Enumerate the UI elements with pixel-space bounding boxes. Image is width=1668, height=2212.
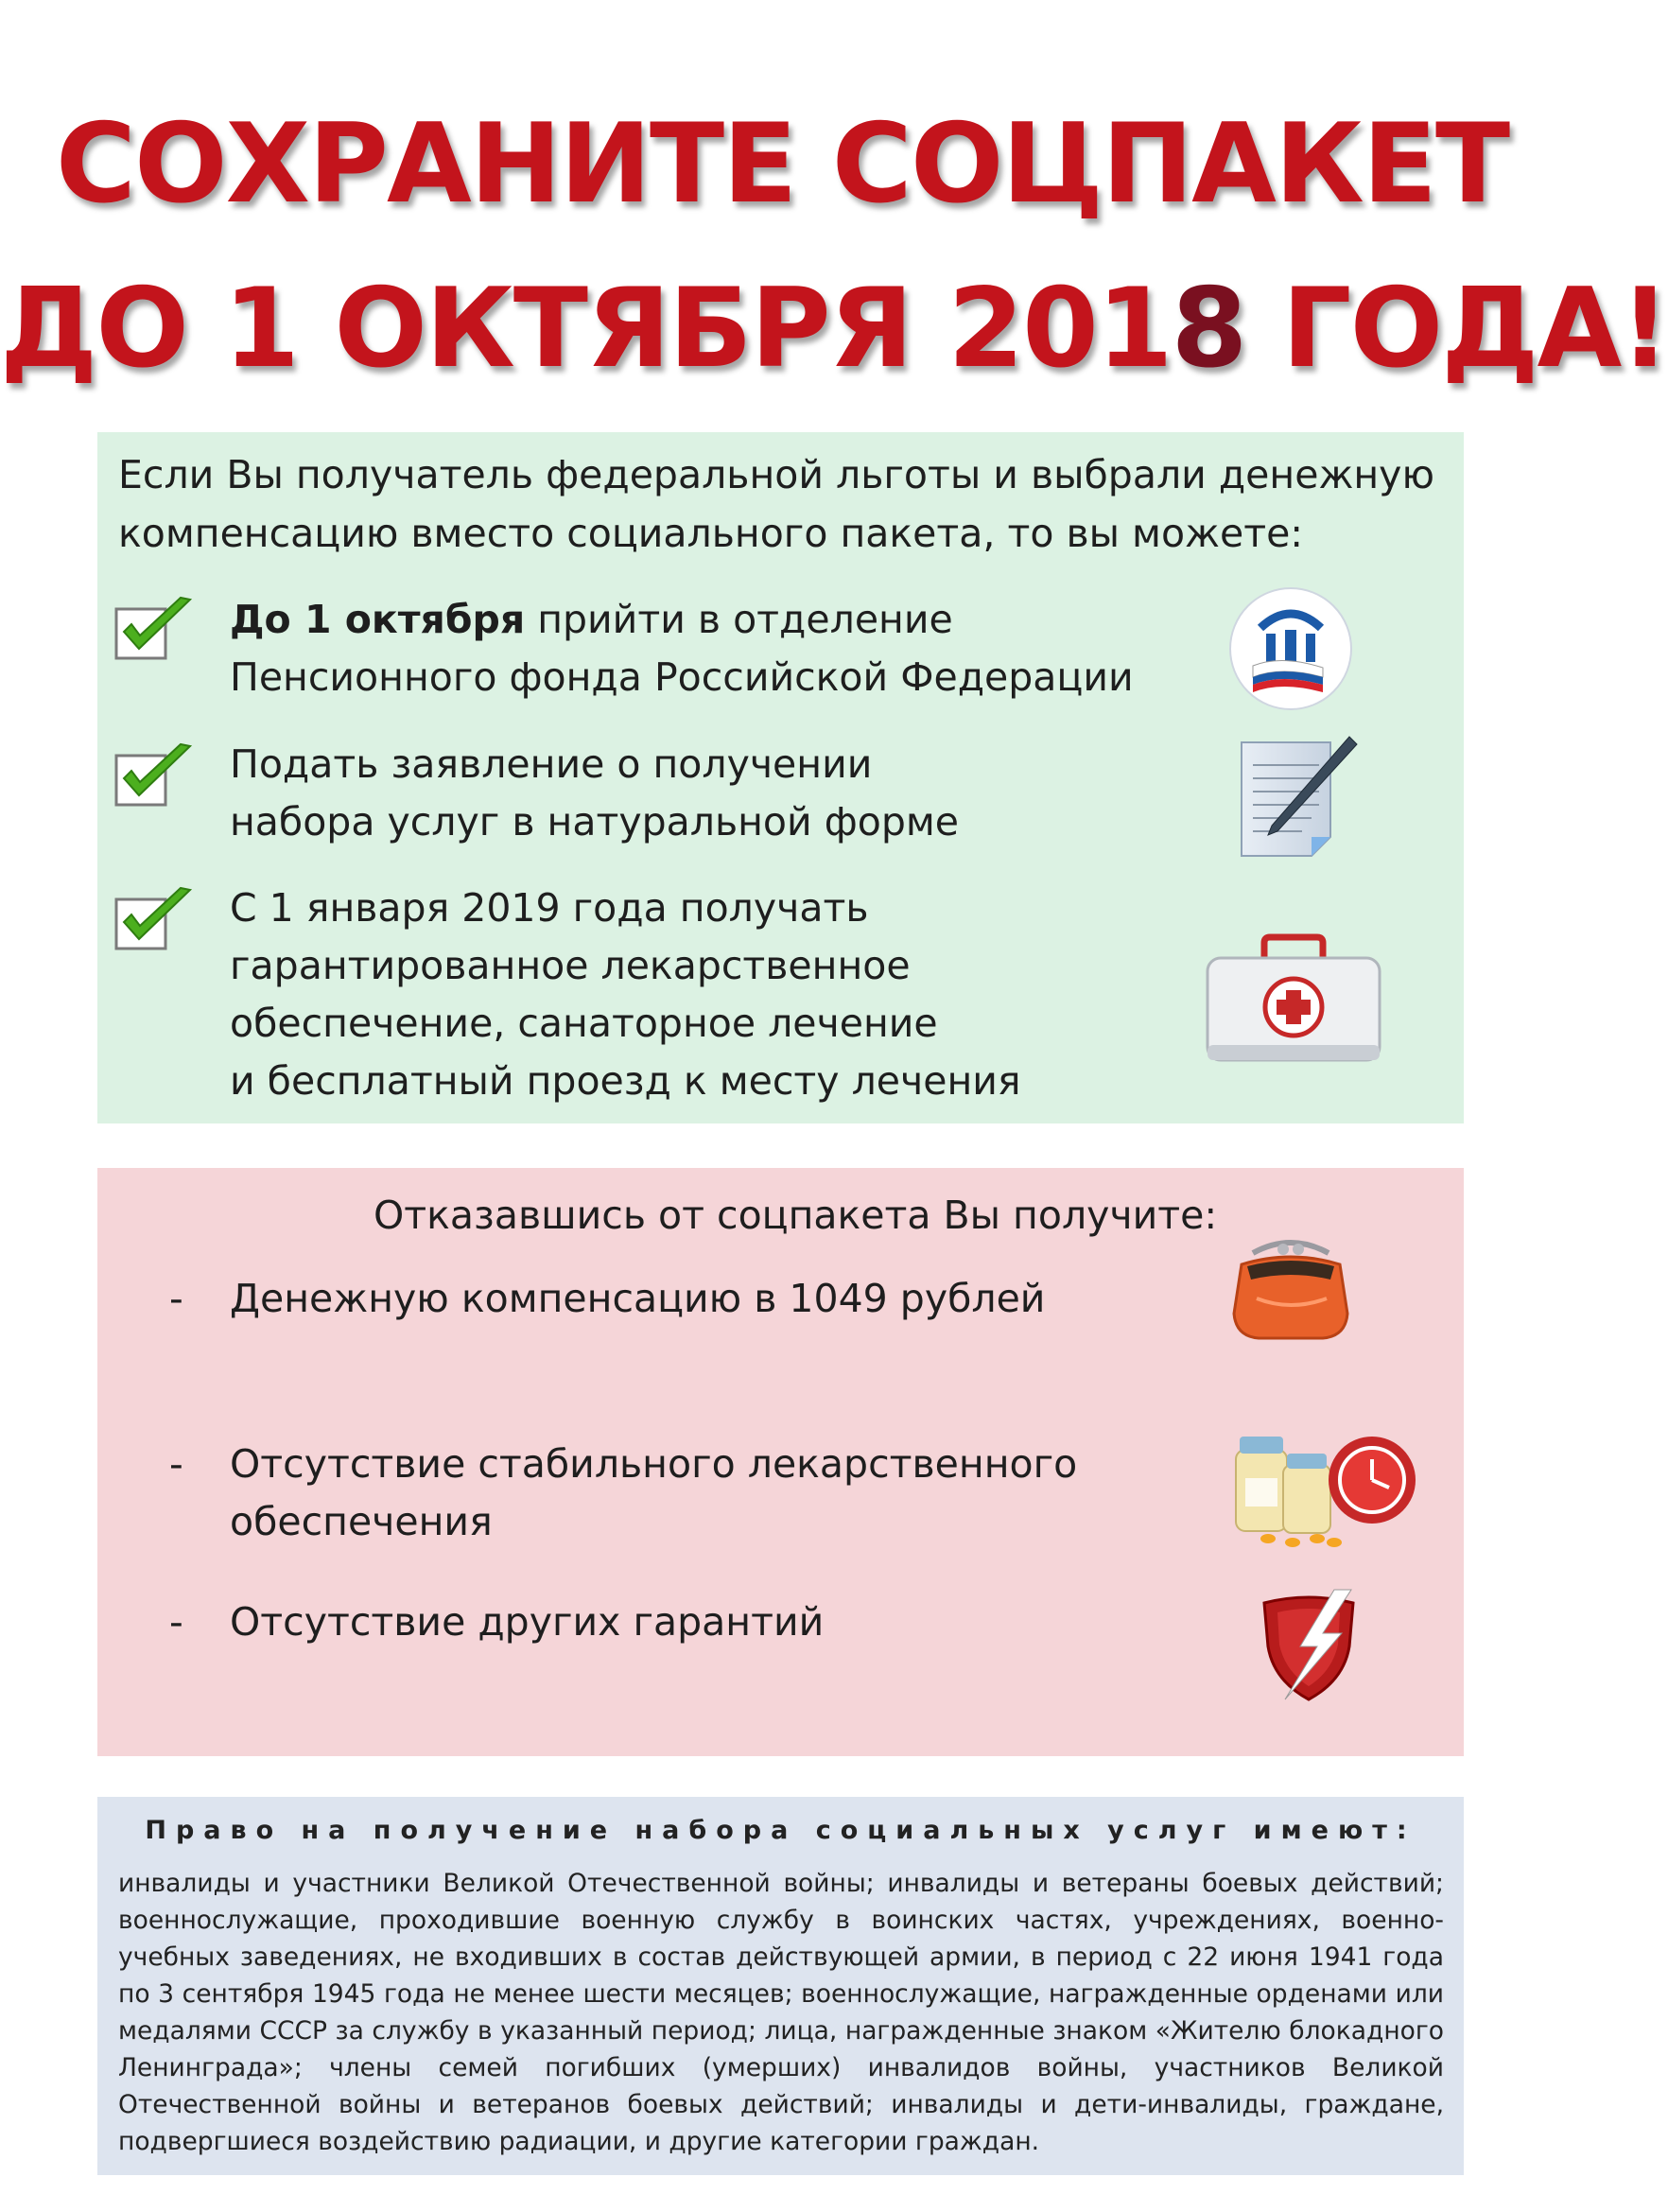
refusal-item-1: Денежную компенсацию в 1049 рублей <box>230 1276 1046 1321</box>
refusal-item-2-line-2: обеспечения <box>230 1499 493 1544</box>
benefit-item-1-line-2: Пенсионного фонда Российской Федерации <box>230 654 1134 700</box>
broken-shield-icon <box>1257 1590 1361 1703</box>
headline-line-2-digit: 8 <box>1171 265 1246 392</box>
dash-bullet: - <box>169 1276 183 1321</box>
benefit-item-1 <box>230 591 1134 706</box>
benefit-item-3-line-2: гарантированное лекарственное <box>230 943 911 988</box>
purse-icon <box>1228 1232 1353 1342</box>
eligibility-title: Право на получение набора социальных услуг имеют: <box>145 1816 1416 1845</box>
refusal-panel <box>97 1168 1464 1756</box>
benefit-item-2-line-1: Подать заявление о получении <box>230 741 873 787</box>
checkmark-icon <box>114 742 194 809</box>
dash-bullet: - <box>169 1599 183 1645</box>
benefits-panel <box>97 432 1464 1123</box>
pension-fund-logo <box>1228 586 1353 711</box>
headline-line-2 <box>0 265 1668 392</box>
benefit-item-1-rest: прийти в отделение <box>525 597 953 642</box>
dash-bullet: - <box>169 1441 183 1487</box>
benefit-item-3 <box>230 880 1021 1110</box>
refusal-title: Отказавшись от соцпакета Вы получите: <box>374 1193 1218 1238</box>
headline-line-2-suffix: ГОДА! <box>1245 265 1668 392</box>
document-pen-icon <box>1236 733 1359 861</box>
refusal-item-3: Отсутствие других гарантий <box>230 1599 825 1645</box>
intro-line-1: Если Вы получатель федеральной льготы и выбрали денежную <box>118 452 1434 497</box>
first-aid-kit-icon <box>1204 933 1383 1066</box>
refusal-item-2-line-1: Отсутствие стабильного лекарственного <box>230 1441 1078 1487</box>
pills-clock-icon <box>1230 1425 1419 1548</box>
checkmark-icon <box>114 596 194 662</box>
benefit-item-3-line-3: обеспечение, санаторное лечение <box>230 1001 938 1046</box>
headline-line-2-prefix: ДО 1 ОКТЯБРЯ 201 <box>0 265 1172 392</box>
eligibility-body: инвалиды и участники Великой Отечественной войны; инвалиды и ветераны боевых действий; военнослужащие, проходившие военную службу в воинских частях, учреждениях, военно-учебных заведениях, не входивших в состав действующей армии, в период с 22 июня 1941 года по 3 сентября 1945 года не менее шести месяцев; военнослужащие, награжденные орденами или медалями СССР за службу в указанный период; лица, награжденные знаком «Жителю блокадного Ленинграда»; члены семей погибших (умерших) инвалидов войны, участников Великой Отечественной войны и ветеранов боевых действий; инвалиды и дети-инвалиды, граждане, подвергшиеся воздействию радиации, и другие категории граждан. <box>118 1869 1444 2156</box>
benefit-item-2-line-2: набора услуг в натуральной форме <box>230 799 960 845</box>
eligibility-panel <box>97 1797 1464 2175</box>
benefit-item-2 <box>230 736 959 851</box>
refusal-item-2 <box>230 1436 1077 1551</box>
benefit-item-1-bold: До 1 октября <box>230 597 526 642</box>
intro-text <box>118 445 1434 563</box>
headline-line-1: СОХРАНИТЕ СОЦПАКЕТ <box>55 100 1509 228</box>
benefit-item-3-line-1: С 1 января 2019 года получать <box>230 885 869 931</box>
checkmark-icon <box>114 886 194 952</box>
benefit-item-3-line-4: и бесплатный проезд к месту лечения <box>230 1058 1021 1104</box>
intro-line-2: компенсацию вместо социального пакета, то вы можете: <box>118 511 1304 556</box>
